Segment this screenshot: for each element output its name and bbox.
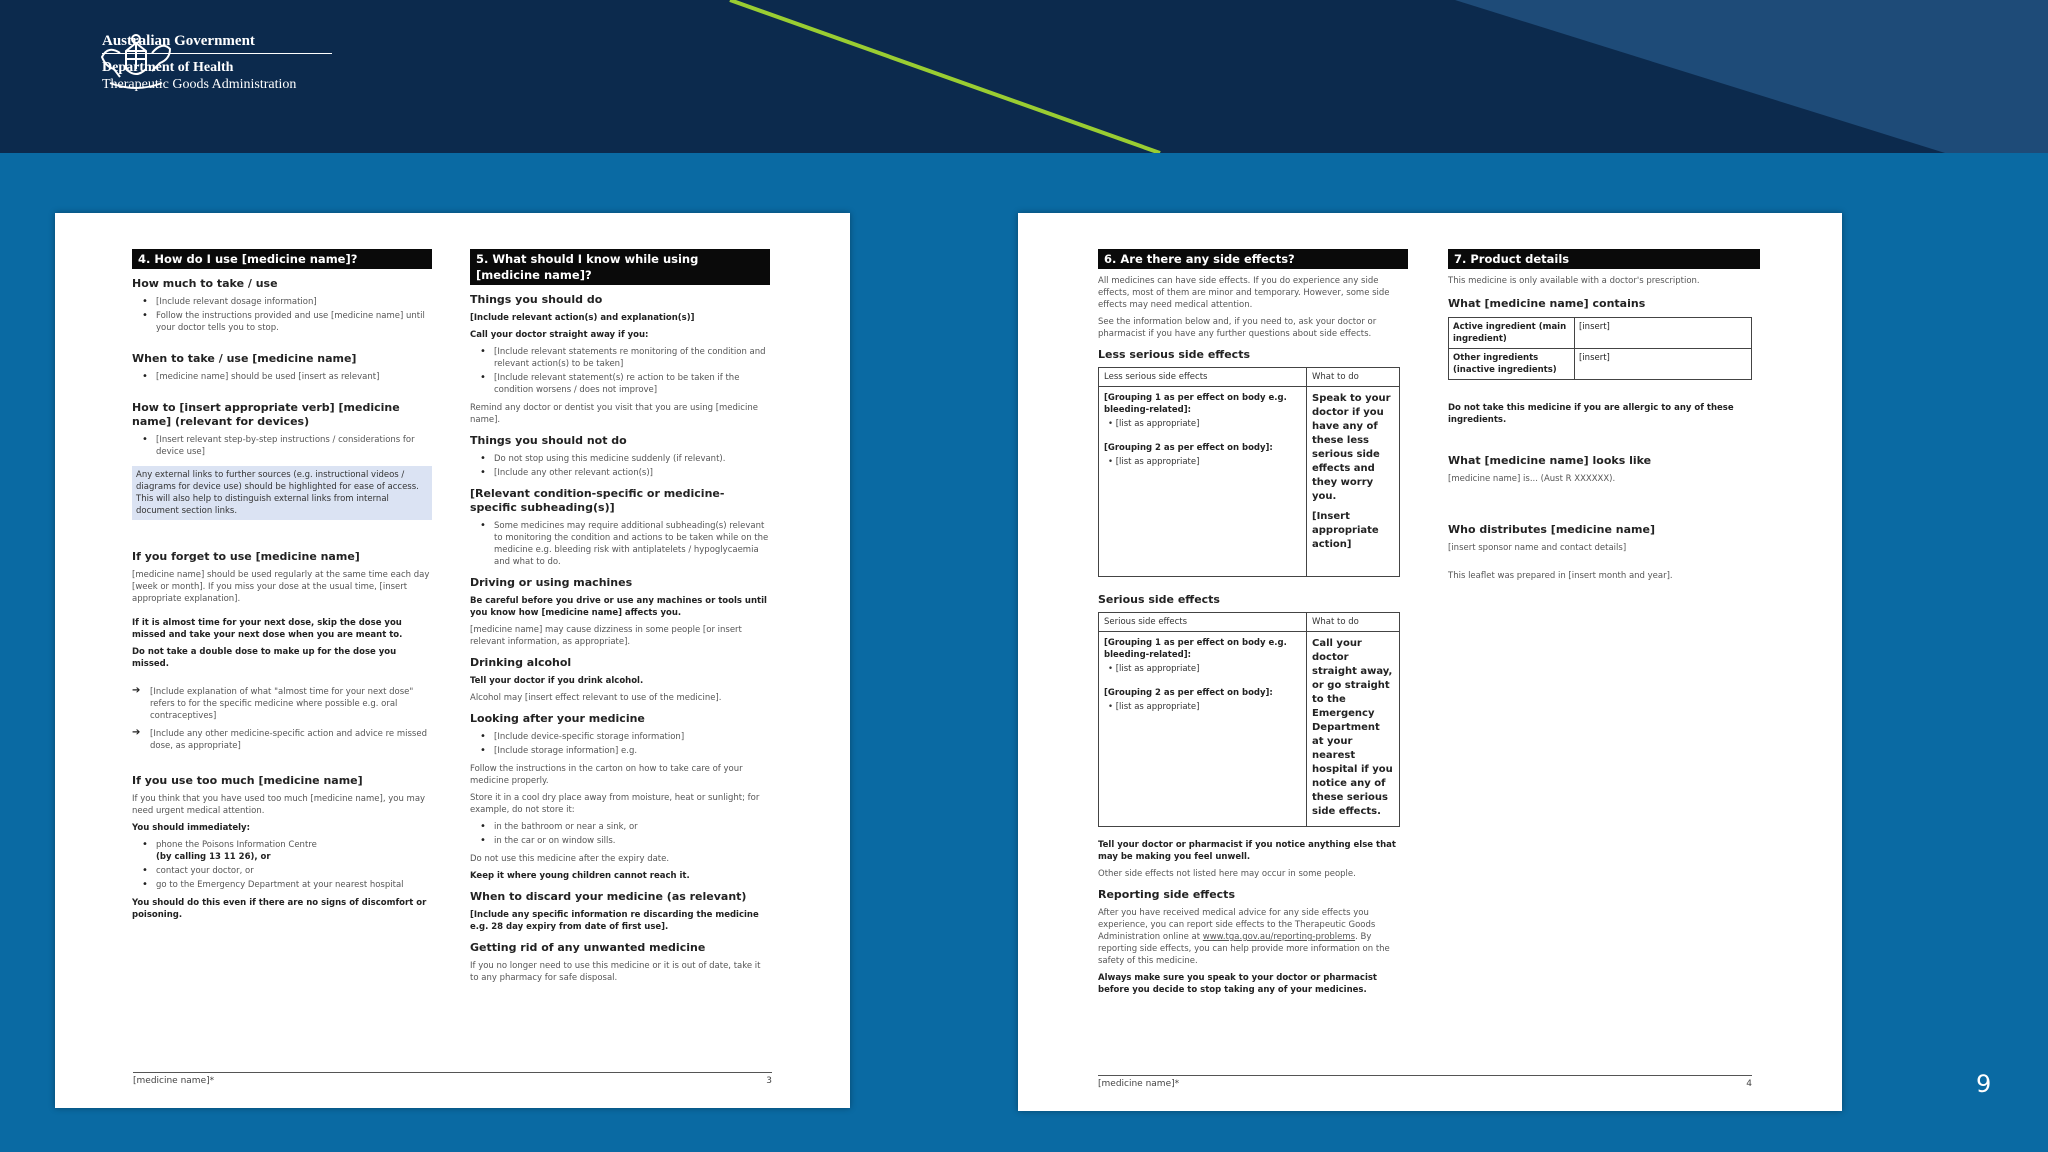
list-item: • contact your doctor, or xyxy=(142,865,432,877)
grouping-2-item: • [list as appropriate] xyxy=(1108,457,1200,467)
footer-medicine-name: [medicine name]* xyxy=(133,1076,215,1086)
table-header: What to do xyxy=(1307,368,1400,387)
table-cell xyxy=(1099,632,1307,827)
contains-heading: What [medicine name] contains xyxy=(1448,297,1646,310)
allergy-warning: Do not take this medicine if you are allergic to any of these ingredients. xyxy=(1448,403,1734,425)
footer-medicine-name: [medicine name]* xyxy=(1098,1079,1180,1089)
remind-paragraph: Remind any doctor or dentist you visit that you are using [medicine name]. xyxy=(470,403,758,425)
reporting-heading: Reporting side effects xyxy=(1098,888,1235,901)
list-item: • Some medicines may require additional subheading(s) relevant to monitoring the condition and actions to be taken while on the medicine e.g. bleeding risk with antiplatelets / hypoglycaemia and what to do. xyxy=(480,520,770,568)
dept-name: Department of Health xyxy=(102,60,234,75)
driving-heading: Driving or using machines xyxy=(470,576,633,589)
grouping-1: [Grouping 1 as per effect on body e.g. bleeding-related]: xyxy=(1104,393,1287,415)
should-not-list xyxy=(480,453,770,479)
alcohol-heading: Drinking alcohol xyxy=(470,656,572,669)
immediate-actions-list xyxy=(142,839,432,891)
section-6-column xyxy=(1098,249,1408,1001)
list-item: • in the car or on window sills. xyxy=(480,835,770,847)
call-doctor-list xyxy=(480,346,770,396)
side-effects-intro: All medicines can have side effects. If you do experience any side effects, most of them are minor and temporary. However, some side effects may need medical attention. xyxy=(1098,276,1390,310)
table-cell: [insert] xyxy=(1575,349,1752,380)
list-item: • [Include any other relevant action(s)] xyxy=(480,467,770,479)
less-serious-table xyxy=(1098,367,1400,577)
list-item: • [Include relevant statements re monitoring of the condition and relevant action(s) to be taken] xyxy=(480,346,770,370)
how-to-heading: How to [insert appropriate verb] [medicine name] (relevant for devices) xyxy=(132,401,400,428)
other-effects: Other side effects not listed here may occur in some people. xyxy=(1098,869,1356,879)
alcohol-paragraph: Alcohol may [insert effect relevant to use of the medicine]. xyxy=(470,693,722,703)
driving-paragraph: [medicine name] may cause dizziness in some people [or insert relevant information, as appropriate]. xyxy=(470,625,742,647)
table-header: Serious side effects xyxy=(1099,613,1307,632)
document-page-3 xyxy=(55,213,850,1108)
looking-after-heading: Looking after your medicine xyxy=(470,712,645,725)
how-much-list xyxy=(142,296,432,334)
double-dose-note: Do not take a double dose to make up for the dose you missed. xyxy=(132,647,397,669)
table-cell xyxy=(1099,387,1307,577)
section-4-heading: 4. How do I use [medicine name]? xyxy=(132,249,432,269)
section-7-heading: 7. Product details xyxy=(1448,249,1760,269)
serious-action: Call your doctor straight away, or go straight to the Emergency Department at your nearest hospital if you notice any of these serious side effects. xyxy=(1312,638,1393,817)
forget-paragraph: [medicine name] should be used regularly at the same time each day [week or month]. If you miss your dose at the usual time, [insert appropriate explanation]. xyxy=(132,570,430,604)
serious-table xyxy=(1098,612,1400,827)
list-item: • [Include storage information] e.g. xyxy=(480,745,770,757)
page-footer xyxy=(133,1072,772,1086)
list-item: • [Insert relevant step-by-step instructions / considerations for device use] xyxy=(142,434,432,458)
grouping-2-item: • [list as appropriate] xyxy=(1108,702,1200,712)
list-item xyxy=(142,839,432,863)
table-header: Less serious side effects xyxy=(1099,368,1307,387)
looking-after-list xyxy=(480,731,770,757)
how-much-heading: How much to take / use xyxy=(132,277,278,290)
grouping-1: [Grouping 1 as per effect on body e.g. bleeding-related]: xyxy=(1104,638,1287,660)
list-item: • go to the Emergency Department at your nearest hospital xyxy=(142,879,432,891)
list-item: • in the bathroom or near a sink, or xyxy=(480,821,770,833)
arrow-item: ➔ [Include any other medicine-specific action and advice re missed dose, as appropriate] xyxy=(132,728,432,752)
list-item: • [Include relevant dosage information] xyxy=(142,296,432,308)
list-item: • [Include device-specific storage information] xyxy=(480,731,770,743)
discard-heading: When to discard your medicine (as relevant) xyxy=(470,890,747,903)
ingredients-table xyxy=(1448,317,1752,380)
discard-note: [Include any specific information re discarding the medicine e.g. 28 day expiry from date of first use]. xyxy=(470,910,759,932)
distributes-heading: Who distributes [medicine name] xyxy=(1448,523,1656,536)
table-cell xyxy=(1307,387,1400,577)
page-footer xyxy=(1098,1075,1752,1089)
section-7-column xyxy=(1448,249,1760,587)
agency-name: Therapeutic Goods Administration xyxy=(102,77,297,92)
section-5-column xyxy=(470,249,770,989)
list-item: • [medicine name] should be used [insert as relevant] xyxy=(142,371,432,383)
list-item: • Do not stop using this medicine suddenly (if relevant). xyxy=(480,453,770,465)
condition-heading: [Relevant condition-specific or medicine-specific subheading(s)] xyxy=(470,487,725,514)
coat-of-arms-icon xyxy=(90,33,182,101)
table-cell: Active ingredient (main ingredient) xyxy=(1449,318,1575,349)
children-warning: Keep it where young children cannot reach it. xyxy=(470,871,690,881)
grouping-1-item: • [list as appropriate] xyxy=(1108,419,1200,429)
header-band xyxy=(0,0,2048,153)
prescription-note: This medicine is only available with a doctor's prescription. xyxy=(1448,276,1700,286)
tga-report-link[interactable]: www.tga.gov.au/reporting-problems xyxy=(1202,932,1356,942)
getting-rid-heading: Getting rid of any unwanted medicine xyxy=(470,941,706,954)
document-page-4 xyxy=(1018,213,1842,1111)
grouping-2: [Grouping 2 as per effect on body]: xyxy=(1104,443,1273,453)
alcohol-warning: Tell your doctor if you drink alcohol. xyxy=(470,676,644,686)
government-logo xyxy=(90,33,332,93)
table-cell xyxy=(1307,632,1400,827)
skip-dose-note: If it is almost time for your next dose, skip the dose you missed and take your next dose when you are meant to. xyxy=(132,618,403,640)
list-item: • [Include relevant statement(s) re action to be taken if the condition worsens / does not improve] xyxy=(480,372,770,396)
how-to-list xyxy=(142,434,432,458)
list-item: • Follow the instructions provided and use [medicine name] until your doctor tells you to stop. xyxy=(142,310,432,334)
poisons-centre-text: phone the Poisons Information Centre xyxy=(156,840,317,850)
less-serious-action: Speak to your doctor if you have any of these less serious side effects and they worry you. xyxy=(1312,393,1391,502)
too-much-heading: If you use too much [medicine name] xyxy=(132,774,363,787)
expiry-paragraph: Do not use this medicine after the expiry date. xyxy=(470,854,670,864)
page-number: 3 xyxy=(766,1076,772,1086)
forget-arrow-list xyxy=(132,686,432,752)
closing-note: You should do this even if there are no signs of discomfort or poisoning. xyxy=(132,898,427,920)
external-links-note: Any external links to further sources (e.g. instructional videos / diagrams for device use) should be highlighted for ease of access. This will also help to distinguish external links from internal document section links. xyxy=(132,466,432,520)
include-action: [Include relevant action(s) and explanation(s)] xyxy=(470,313,695,323)
getting-rid-paragraph: If you no longer need to use this medicine or it is out of date, take it to any pharmacy for safe disposal. xyxy=(470,961,761,983)
page-number: 4 xyxy=(1746,1079,1752,1089)
store-list xyxy=(480,821,770,847)
grouping-1-item: • [list as appropriate] xyxy=(1108,664,1200,674)
too-much-paragraph: If you think that you have used too much [medicine name], you may need urgent medical attention. xyxy=(132,794,426,816)
section-6-heading: 6. Are there any side effects? xyxy=(1098,249,1408,269)
driving-warning: Be careful before you drive or use any machines or tools until you know how [medicine name] affects you. xyxy=(470,596,767,618)
should-do-heading: Things you should do xyxy=(470,293,603,306)
table-cell: Other ingredients (inactive ingredients) xyxy=(1449,349,1575,380)
prepared-note: This leaflet was prepared in [insert month and year]. xyxy=(1448,571,1673,581)
section-4-column xyxy=(132,249,432,926)
side-effects-advice: See the information below and, if you need to, ask your doctor or pharmacist if you have any further questions about side effects. xyxy=(1098,317,1377,339)
condition-list xyxy=(480,520,770,568)
poisons-phone: (by calling 13 11 26), or xyxy=(156,852,271,862)
serious-heading: Serious side effects xyxy=(1098,593,1220,606)
slide-number: 9 xyxy=(1976,1070,1992,1098)
when-heading: When to take / use [medicine name] xyxy=(132,352,357,365)
looks-like-paragraph: [medicine name] is... (Aust R XXXXXX). xyxy=(1448,474,1616,484)
arrow-item: ➔ [Include explanation of what "almost time for your next dose" refers to for the specific medicine where possible e.g. oral contraceptives] xyxy=(132,686,432,722)
store-paragraph: Store it in a cool dry place away from moisture, heat or sunlight; for example, do not store it: xyxy=(470,793,760,815)
when-list xyxy=(142,371,432,383)
table-cell: [insert] xyxy=(1575,318,1752,349)
follow-paragraph: Follow the instructions in the carton on how to take care of your medicine properly. xyxy=(470,764,743,786)
should-immediately: You should immediately: xyxy=(132,823,250,833)
grouping-2: [Grouping 2 as per effect on body]: xyxy=(1104,688,1273,698)
insert-action: [Insert appropriate action] xyxy=(1312,511,1379,550)
tell-doctor: Tell your doctor or pharmacist if you notice anything else that may be making you feel unwell. xyxy=(1098,840,1396,862)
should-not-heading: Things you should not do xyxy=(470,434,627,447)
less-serious-heading: Less serious side effects xyxy=(1098,348,1251,361)
always-note: Always make sure you speak to your doctor or pharmacist before you decide to stop taking any of your medicines. xyxy=(1098,973,1377,995)
table-header: What to do xyxy=(1307,613,1400,632)
reporting-paragraph: After you have received medical advice for any side effects you experience, you can report side effects to the Therapeutic Goods Administration online at www.tga.gov.au/reporting-problems. By reporting side effects, you can help provide more information on the safety of this medicine. xyxy=(1098,908,1390,966)
call-doctor: Call your doctor straight away if you: xyxy=(470,330,649,340)
forget-heading: If you forget to use [medicine name] xyxy=(132,550,360,563)
looks-like-heading: What [medicine name] looks like xyxy=(1448,454,1652,467)
distributes-paragraph: [insert sponsor name and contact details] xyxy=(1448,543,1627,553)
gov-name: Australian Government xyxy=(102,33,332,54)
section-5-heading: 5. What should I know while using [medicine name]? xyxy=(470,249,770,285)
